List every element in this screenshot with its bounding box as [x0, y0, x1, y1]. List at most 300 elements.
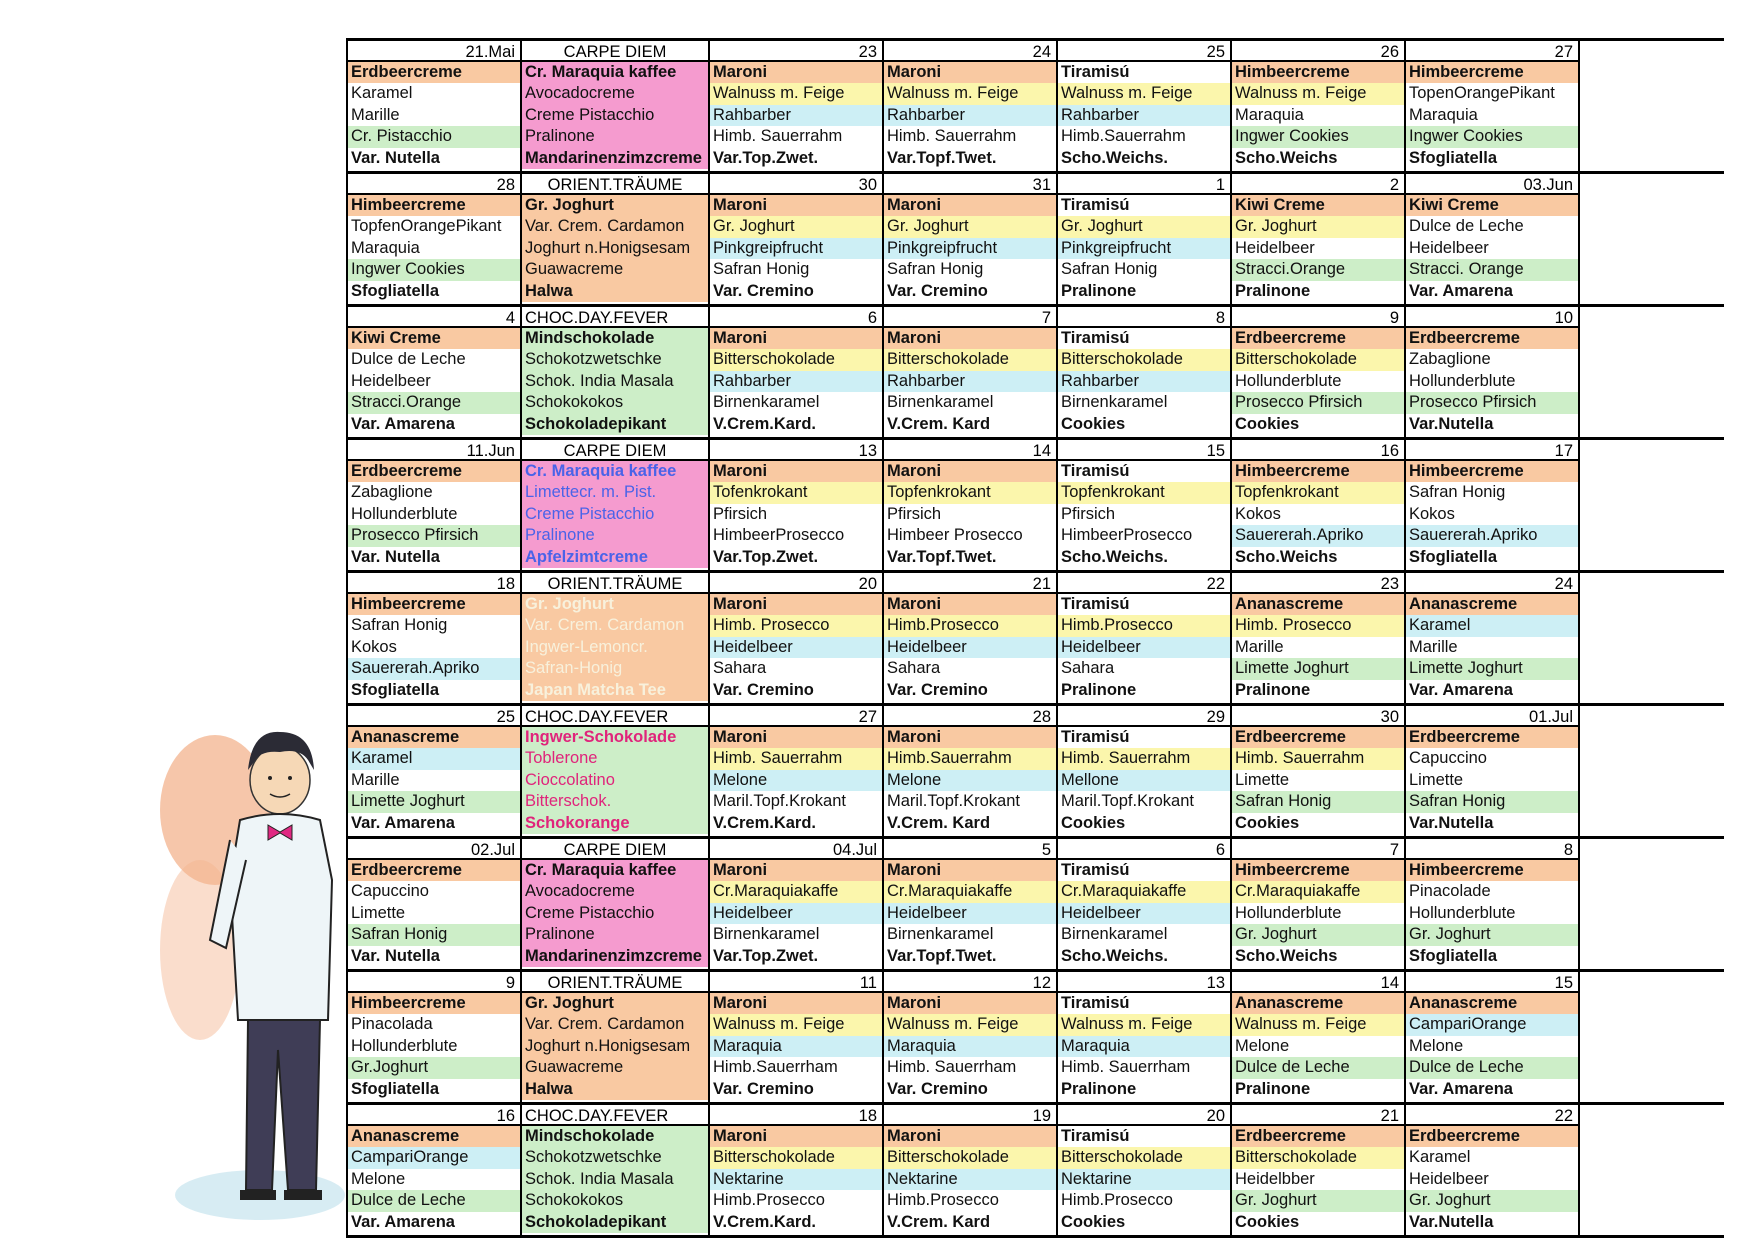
day-date: 5	[884, 839, 1056, 860]
flavor-item: Tiramisú	[1061, 63, 1130, 81]
flavor-item: HimbeerProsecco	[1061, 526, 1193, 545]
flavor-item: Var. Nutella	[351, 148, 440, 167]
day-date: 28	[884, 706, 1056, 727]
flavor-item: Prosecco Pfirsich	[1406, 392, 1578, 413]
flavor-item: Ananascreme	[348, 1126, 520, 1147]
flavor-item: Dulce de Leche	[1406, 1057, 1578, 1078]
flavor-item: Gr. Joghurt	[884, 216, 1056, 237]
flavor-item: Himbeercreme	[1232, 461, 1404, 482]
day-cell	[884, 972, 1058, 1102]
flavor-item: Himb. Prosecco	[1232, 615, 1404, 636]
flavor-item: Tiramisú	[1061, 595, 1130, 613]
flavor-item: Var. Amarena	[1409, 281, 1513, 300]
flavor-item: Maroni	[710, 860, 882, 881]
flavor-item: Schokokokos	[522, 1190, 708, 1211]
flavor-item: Maroni	[884, 62, 1056, 83]
flavor-item: Walnuss m. Feige	[1232, 1014, 1404, 1035]
flavor-item: Cookies	[1235, 813, 1300, 832]
flavor-item: Guawacreme	[522, 1057, 708, 1078]
day-cell	[1232, 1105, 1406, 1235]
flavor-item: Cr.Maraquiakaffe	[884, 881, 1056, 902]
day-date: 21	[884, 573, 1056, 594]
flavor-item: Rahbarber	[710, 105, 882, 126]
flavor-item: Schok. India Masala	[522, 1169, 708, 1190]
flavor-item: CampariOrange	[348, 1147, 520, 1168]
flavor-item: Tiramisú	[1061, 329, 1130, 347]
flavor-item: Walnuss m. Feige	[1058, 1014, 1230, 1035]
flavor-item: Japan Matcha Tee	[522, 680, 708, 701]
week-row	[348, 41, 1724, 174]
flavor-item: Var. Nutella	[351, 946, 440, 965]
flavor-item: Cr. Maraquia kaffee	[522, 461, 708, 482]
flavor-item: Halwa	[522, 1079, 708, 1100]
theme-day-cell	[522, 839, 710, 969]
flavor-item: Birnenkaramel	[713, 393, 820, 412]
flavor-item: Erdbeercreme	[1232, 328, 1404, 349]
flavor-item: Pfirsich	[887, 504, 942, 523]
day-date: 20	[1058, 1105, 1230, 1126]
flavor-item: Himbeercreme	[1232, 860, 1404, 881]
flavor-item: Sfogliatella	[351, 680, 440, 699]
day-date: 20	[710, 573, 882, 594]
flavor-item: Himb.Prosecco	[1058, 615, 1230, 636]
flavor-item: Var. Cremino	[887, 281, 988, 300]
flavor-item: Erdbeercreme	[348, 62, 520, 83]
flavor-item: Creme Pistacchio	[522, 504, 708, 525]
flavor-item: Himb. Sauerrahm	[887, 127, 1017, 146]
flavor-item: Ananascreme	[1406, 594, 1578, 615]
flavor-item: Himbeercreme	[348, 195, 520, 216]
flavor-item: Maraquia	[1058, 1036, 1230, 1057]
flavor-item: Pralinone	[1061, 1079, 1137, 1098]
flavor-item: Cookies	[1061, 813, 1126, 832]
flavor-item: Dulce de Leche	[351, 350, 466, 369]
day-cell	[1232, 307, 1406, 437]
flavor-item: Tiramisú	[1061, 196, 1130, 214]
day-cell	[348, 573, 522, 703]
flavor-item: Var. Nutella	[351, 547, 440, 566]
day-date: 9	[1232, 307, 1404, 328]
theme-day-cell	[522, 440, 710, 570]
flavor-item: Sauererah.Apriko	[1406, 525, 1578, 546]
flavor-item: Maroni	[884, 461, 1056, 482]
day-cell	[884, 174, 1058, 304]
flavor-item: Var.Nutella	[1409, 414, 1494, 433]
day-date: 03.Jun	[1406, 174, 1578, 195]
flavor-item: Cookies	[1061, 1212, 1126, 1231]
day-date: 28	[348, 174, 520, 195]
flavor-item: Karamel	[1409, 1148, 1471, 1167]
flavor-item: Sahara	[1061, 659, 1115, 678]
flavor-item: Zabaglione	[351, 483, 433, 502]
theme-day-title: CARPE DIEM	[522, 839, 708, 860]
flavor-item: Stracci.Orange	[348, 392, 520, 413]
theme-day-title: ORIENT.TRÄUME	[522, 174, 708, 195]
flavor-item: Maril.Topf.Krokant	[887, 792, 1020, 811]
flavor-item: Var. Cremino	[713, 1079, 814, 1098]
flavor-item: Topfenkrokant	[1232, 482, 1404, 503]
flavor-item: Scho.Weichs.	[1061, 547, 1168, 566]
flavor-item: Heidelbeer	[884, 903, 1056, 924]
day-date: 17	[1406, 440, 1578, 461]
flavor-item: Prosecco Pfirsich	[1232, 392, 1404, 413]
flavor-item: Gr. Joghurt	[522, 195, 708, 216]
flavor-item: Cioccolatino	[522, 770, 708, 791]
theme-day-cell	[522, 1105, 710, 1235]
flavor-item: Maroni	[710, 461, 882, 482]
flavor-item: Prosecco Pfirsich	[348, 525, 520, 546]
day-date: 30	[1232, 706, 1404, 727]
flavor-item: Himb. Sauerrham	[887, 1058, 1017, 1077]
day-date: 2	[1232, 174, 1404, 195]
flavor-item: Maroni	[884, 727, 1056, 748]
flavor-item: Bitterschokolade	[884, 349, 1056, 370]
flavor-item: Ingwer-Lemoncr.	[522, 637, 708, 658]
flavor-item: Topfenkrokant	[884, 482, 1056, 503]
flavor-item: Var. Amarena	[351, 813, 455, 832]
flavor-item: Erdbeercreme	[348, 860, 520, 881]
flavor-item: Cr. Maraquia kaffee	[522, 860, 708, 881]
flavor-item: Himb.Prosecco	[884, 615, 1056, 636]
flavor-item: Himbeercreme	[1232, 62, 1404, 83]
flavor-item: Var. Crem. Cardamon	[522, 615, 708, 636]
flavor-item: Rahbarber	[1058, 371, 1230, 392]
day-cell	[1058, 839, 1232, 969]
flavor-item: Maraquia	[884, 1036, 1056, 1057]
flavor-item: V.Crem.Kard.	[713, 414, 817, 433]
flavor-item: Dulce de Leche	[348, 1190, 520, 1211]
flavor-item: Himb. Sauerrahm	[1232, 748, 1404, 769]
flavor-item: Sfogliatella	[1409, 946, 1498, 965]
flavor-item: Sahara	[887, 659, 941, 678]
flavor-item: Walnuss m. Feige	[1232, 83, 1404, 104]
flavor-item: TopenOrangePikant	[1409, 84, 1555, 103]
day-date: 15	[1406, 972, 1578, 993]
day-cell	[1058, 573, 1232, 703]
day-date: 29	[1058, 706, 1230, 727]
day-date: 25	[1058, 41, 1230, 62]
day-cell	[1058, 706, 1232, 836]
flavor-item: Himb. Sauerrahm	[710, 748, 882, 769]
flavor-item: Gr. Joghurt	[1232, 216, 1404, 237]
day-cell	[884, 307, 1058, 437]
flavor-item: Mandarinenzimzcreme	[522, 148, 708, 169]
flavor-item: Tiramisú	[1061, 861, 1130, 879]
day-cell	[884, 1105, 1058, 1235]
flavor-item: Himb.Sauerrham	[713, 1058, 838, 1077]
day-cell	[1406, 174, 1580, 304]
day-cell	[348, 174, 522, 304]
flavor-item: Var.Top.Zwet.	[713, 148, 819, 167]
flavor-item: Maroni	[710, 594, 882, 615]
flavor-item: Ananascreme	[1406, 993, 1578, 1014]
flavor-item: Maroni	[710, 328, 882, 349]
waiter-illustration	[160, 690, 350, 1230]
flavor-item: Gr.Joghurt	[348, 1057, 520, 1078]
day-cell	[1232, 573, 1406, 703]
flavor-calendar-grid	[346, 38, 1724, 1238]
flavor-item: Joghurt n.Honigsesam	[522, 238, 708, 259]
flavor-item: Sfogliatella	[351, 281, 440, 300]
flavor-item: Var. Cremino	[887, 1079, 988, 1098]
flavor-item: Heidelbeer	[1058, 903, 1230, 924]
flavor-item: Heidelbeer	[884, 637, 1056, 658]
flavor-item: Sauererah.Apriko	[1232, 525, 1404, 546]
week-row	[348, 573, 1724, 706]
flavor-item: Schokotzwetschke	[522, 349, 708, 370]
day-cell	[710, 972, 884, 1102]
day-cell	[1232, 174, 1406, 304]
flavor-item: Heidelbeer	[1409, 238, 1489, 257]
day-date: 15	[1058, 440, 1230, 461]
flavor-item: Karamel	[348, 748, 520, 769]
day-cell	[1406, 573, 1580, 703]
flavor-item: Tiramisú	[1061, 994, 1130, 1012]
flavor-item: Karamel	[351, 84, 413, 103]
flavor-item: Himbeercreme	[1406, 62, 1578, 83]
flavor-item: Gr. Joghurt	[1406, 924, 1578, 945]
flavor-item: Kokos	[1235, 504, 1281, 523]
theme-day-title: CHOC.DAY.FEVER	[522, 1105, 708, 1126]
flavor-item: TopfenOrangePikant	[351, 217, 502, 236]
flavor-item: Kokos	[1409, 504, 1455, 523]
flavor-item: Maraquia	[710, 1036, 882, 1057]
day-date: 18	[710, 1105, 882, 1126]
flavor-item: Maroni	[710, 993, 882, 1014]
flavor-item: Himbeercreme	[1406, 461, 1578, 482]
day-cell	[710, 573, 884, 703]
day-cell	[348, 41, 522, 171]
flavor-item: Ananascreme	[1232, 993, 1404, 1014]
flavor-item: Birnenkaramel	[1061, 925, 1168, 944]
day-date: 8	[1406, 839, 1578, 860]
flavor-item: Safran Honig	[1409, 483, 1506, 502]
flavor-item: Karamel	[1406, 615, 1578, 636]
flavor-item: Rahbarber	[710, 371, 882, 392]
flavor-item: Pralinone	[522, 525, 708, 546]
day-cell	[884, 706, 1058, 836]
flavor-item: Safran Honig	[351, 616, 448, 635]
day-cell	[710, 1105, 884, 1235]
flavor-item: Var.Topf.Twet.	[887, 946, 997, 965]
flavor-item: Himbeercreme	[1406, 860, 1578, 881]
flavor-item: Maroni	[710, 62, 882, 83]
flavor-item: Maroni	[710, 727, 882, 748]
flavor-item: V.Crem.Kard.	[713, 813, 817, 832]
flavor-item: Himb.Prosecco	[713, 1191, 825, 1210]
theme-day-title: CARPE DIEM	[522, 41, 708, 62]
day-date: 4	[348, 307, 520, 328]
flavor-item: Limette Joghurt	[1232, 658, 1404, 679]
flavor-item: Var. Amarena	[351, 1212, 455, 1231]
flavor-item: Cr. Maraquia kaffee	[522, 62, 708, 83]
flavor-item: Scho.Weichs.	[1061, 148, 1168, 167]
waiter-icon	[160, 732, 345, 1220]
flavor-item: Nektarine	[710, 1169, 882, 1190]
flavor-item: Erdbeercreme	[1406, 328, 1578, 349]
day-cell	[710, 307, 884, 437]
flavor-item: Sauererah.Apriko	[348, 658, 520, 679]
flavor-item: Hollunderblute	[351, 504, 458, 523]
flavor-item: Kiwi Creme	[348, 328, 520, 349]
flavor-item: Dulce de Leche	[1232, 1057, 1404, 1078]
flavor-item: Safran-Honig	[522, 658, 708, 679]
theme-day-title: ORIENT.TRÄUME	[522, 573, 708, 594]
day-cell	[710, 839, 884, 969]
flavor-item: Pfirsich	[1061, 504, 1116, 523]
flavor-item: Pralinone	[1061, 680, 1137, 699]
flavor-item: Var.Nutella	[1409, 1212, 1494, 1231]
flavor-item: Tiramisú	[1061, 728, 1130, 746]
day-date: 02.Jul	[348, 839, 520, 860]
flavor-item: Var.Topf.Twet.	[887, 148, 997, 167]
flavor-item: Scho.Weichs.	[1061, 946, 1168, 965]
flavor-item: Limette	[1235, 770, 1290, 789]
flavor-item: Himbeercreme	[348, 993, 520, 1014]
flavor-item: Marille	[351, 770, 400, 789]
flavor-item: Bitterschokolade	[1232, 1147, 1404, 1168]
flavor-item: Himb.Sauerrahm	[1061, 127, 1186, 146]
theme-day-cell	[522, 972, 710, 1102]
day-date: 14	[884, 440, 1056, 461]
day-cell	[710, 174, 884, 304]
day-cell	[348, 440, 522, 570]
flavor-item: Nektarine	[1058, 1169, 1230, 1190]
flavor-item: Maraquia	[1235, 105, 1304, 124]
flavor-item: Himb. Prosecco	[710, 615, 882, 636]
flavor-item: V.Crem. Kard	[887, 414, 991, 433]
flavor-item: Hollunderblute	[1235, 371, 1342, 390]
flavor-item: Melone	[710, 770, 882, 791]
day-cell	[1406, 307, 1580, 437]
flavor-item: Heidelbeer	[710, 903, 882, 924]
flavor-item: Bitterschokolade	[1058, 349, 1230, 370]
day-cell	[1406, 440, 1580, 570]
flavor-item: Sfogliatella	[1409, 547, 1498, 566]
week-row	[348, 972, 1724, 1105]
week-row	[348, 440, 1724, 573]
day-date: 9	[348, 972, 520, 993]
flavor-item: Maril.Topf.Krokant	[1061, 792, 1194, 811]
day-date: 21	[1232, 1105, 1404, 1126]
theme-day-title: CARPE DIEM	[522, 440, 708, 461]
theme-day-title: ORIENT.TRÄUME	[522, 972, 708, 993]
day-cell	[1058, 307, 1232, 437]
day-cell	[1058, 174, 1232, 304]
theme-day-cell	[522, 174, 710, 304]
flavor-item: Avocadocreme	[522, 881, 708, 902]
day-date: 12	[884, 972, 1056, 993]
day-cell	[1232, 706, 1406, 836]
flavor-item: CampariOrange	[1406, 1014, 1578, 1035]
flavor-item: Kokos	[351, 637, 397, 656]
flavor-item: Maroni	[884, 993, 1056, 1014]
flavor-item: Var. Amarena	[1409, 1079, 1513, 1098]
flavor-item: Himb.Prosecco	[1061, 1191, 1173, 1210]
day-date: 19	[884, 1105, 1056, 1126]
flavor-item: Ingwer-Schokolade	[522, 727, 708, 748]
day-cell	[1232, 839, 1406, 969]
day-cell	[884, 573, 1058, 703]
flavor-item: Cookies	[1235, 1212, 1300, 1231]
flavor-item: Tiramisú	[1061, 462, 1130, 480]
flavor-item: Var. Cremino	[713, 281, 814, 300]
day-date: 6	[710, 307, 882, 328]
flavor-item: Var.Top.Zwet.	[713, 946, 819, 965]
flavor-item: Tofenkrokant	[710, 482, 882, 503]
flavor-item: Safran Honig	[887, 260, 984, 279]
flavor-item: Avocadocreme	[522, 83, 708, 104]
flavor-item: Maraquia	[1409, 105, 1478, 124]
flavor-item: Heidelbeer	[1409, 1169, 1489, 1188]
day-cell	[348, 839, 522, 969]
flavor-item: Gr. Joghurt	[710, 216, 882, 237]
flavor-item: Rahbarber	[884, 371, 1056, 392]
day-date: 22	[1406, 1105, 1578, 1126]
day-date: 16	[348, 1105, 520, 1126]
flavor-item: Var. Cremino	[887, 680, 988, 699]
flavor-item: Melone	[351, 1169, 406, 1188]
week-row	[348, 1105, 1724, 1238]
flavor-item: Bitterschokolade	[884, 1147, 1056, 1168]
flavor-item: Ingwer Cookies	[1406, 126, 1578, 147]
flavor-item: Sahara	[713, 659, 767, 678]
flavor-item: Scho.Weichs	[1235, 547, 1338, 566]
flavor-item: Himb.Sauerrahm	[884, 748, 1056, 769]
flavor-item: Kiwi Creme	[1406, 195, 1578, 216]
flavor-item: Rahbarber	[1058, 105, 1230, 126]
flavor-item: Walnuss m. Feige	[710, 1014, 882, 1035]
flavor-item: Heidelbeer	[1058, 637, 1230, 658]
flavor-item: Erdbeercreme	[348, 461, 520, 482]
flavor-item: Cr. Pistacchio	[348, 126, 520, 147]
flavor-item: Limette	[1409, 770, 1464, 789]
flavor-item: Limette Joghurt	[348, 791, 520, 812]
flavor-item: Cookies	[1061, 414, 1126, 433]
flavor-item: Bitterschokolade	[710, 1147, 882, 1168]
flavor-item: Schokorange	[522, 813, 708, 834]
flavor-item: Pralinone	[1061, 281, 1137, 300]
week-row	[348, 839, 1724, 972]
day-date: 10	[1406, 307, 1578, 328]
flavor-item: Gr. Joghurt	[1406, 1190, 1578, 1211]
flavor-item: Bitterschok.	[522, 791, 708, 812]
flavor-item: Heidelbber	[1235, 1169, 1315, 1188]
flavor-item: Marille	[1235, 637, 1284, 656]
flavor-item: Schok. India Masala	[522, 371, 708, 392]
day-cell	[884, 440, 1058, 570]
flavor-item: Erdbeercreme	[1406, 1126, 1578, 1147]
flavor-item: Mindschokolade	[522, 328, 708, 349]
flavor-item: Himbeercreme	[348, 594, 520, 615]
flavor-item: Bitterschokolade	[1058, 1147, 1230, 1168]
day-date: 23	[710, 41, 882, 62]
day-date: 7	[884, 307, 1056, 328]
flavor-item: Apfelzimtcreme	[522, 547, 708, 568]
day-date: 6	[1058, 839, 1230, 860]
flavor-item: Safran Honig	[1406, 791, 1578, 812]
flavor-item: Birnenkaramel	[1061, 393, 1168, 412]
flavor-item: Schokoladepikant	[522, 414, 708, 435]
flavor-item: Var. Crem. Cardamon	[522, 216, 708, 237]
flavor-item: Pralinone	[522, 126, 708, 147]
day-date: 21.Mai	[348, 41, 520, 62]
flavor-item: Pinkgreipfrucht	[884, 238, 1056, 259]
flavor-item: Melone	[1409, 1036, 1464, 1055]
day-date: 22	[1058, 573, 1230, 594]
day-cell	[1406, 972, 1580, 1102]
flavor-item: Capuccino	[1409, 749, 1487, 768]
